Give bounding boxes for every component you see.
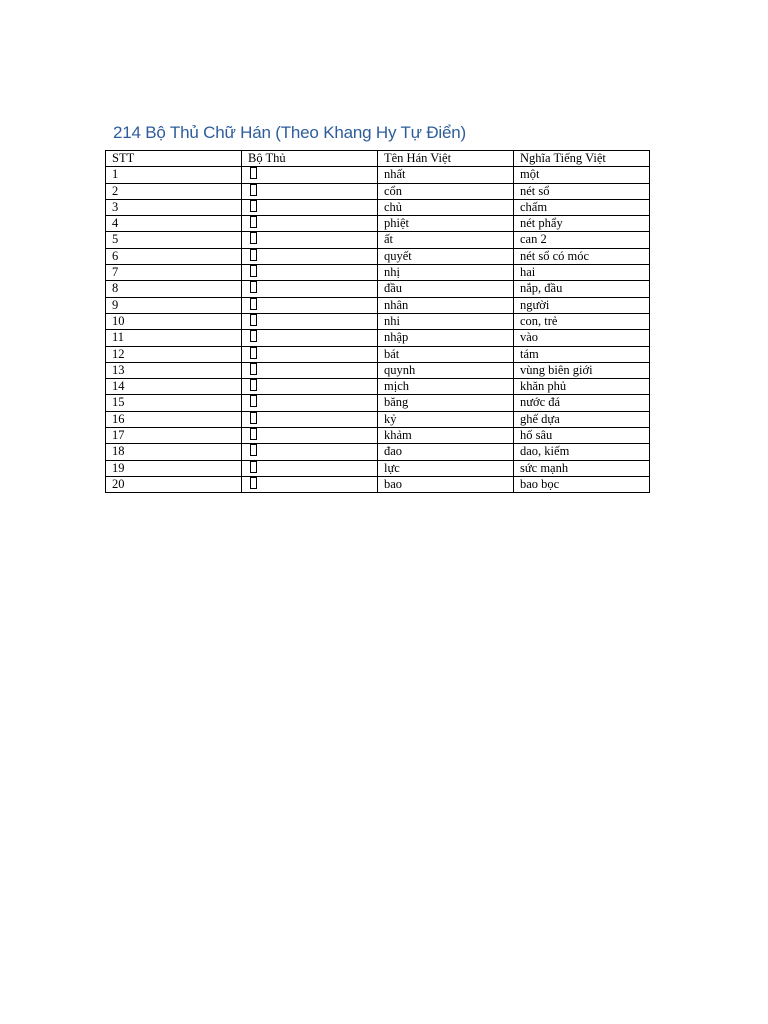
document-title: 214 Bộ Thủ Chữ Hán (Theo Khang Hy Tự Điển)	[113, 123, 466, 142]
radicals-table	[105, 150, 650, 493]
cell-stt: 5	[106, 232, 242, 248]
table-row	[106, 248, 650, 264]
cell-radical	[242, 346, 378, 362]
missing-glyph-icon	[250, 444, 257, 456]
cell-meaning: nước đá	[514, 395, 650, 411]
missing-glyph-icon	[250, 379, 257, 391]
table-row	[106, 330, 650, 346]
missing-glyph-icon	[250, 347, 257, 359]
table-row	[106, 167, 650, 183]
missing-glyph-icon	[250, 249, 257, 261]
cell-radical	[242, 444, 378, 460]
missing-glyph-icon	[250, 428, 257, 440]
cell-radical	[242, 183, 378, 199]
cell-meaning: chấm	[514, 199, 650, 215]
missing-glyph-icon	[250, 232, 257, 244]
cell-han-viet: ất	[378, 232, 514, 248]
cell-han-viet: lực	[378, 460, 514, 476]
cell-han-viet: băng	[378, 395, 514, 411]
table-row	[106, 297, 650, 313]
cell-radical	[242, 216, 378, 232]
cell-stt: 16	[106, 411, 242, 427]
cell-han-viet: phiệt	[378, 216, 514, 232]
cell-han-viet: mịch	[378, 379, 514, 395]
table-row	[106, 199, 650, 215]
cell-radical	[242, 199, 378, 215]
cell-han-viet: chủ	[378, 199, 514, 215]
cell-han-viet: nhất	[378, 167, 514, 183]
missing-glyph-icon	[250, 314, 257, 326]
cell-radical	[242, 330, 378, 346]
missing-glyph-icon	[250, 330, 257, 342]
cell-radical	[242, 313, 378, 329]
table-row	[106, 379, 650, 395]
table-row	[106, 265, 650, 281]
table-row	[106, 362, 650, 378]
cell-meaning: khăn phủ	[514, 379, 650, 395]
missing-glyph-icon	[250, 461, 257, 473]
header-radical: Bộ Thủ	[242, 151, 378, 167]
cell-stt: 11	[106, 330, 242, 346]
cell-radical	[242, 460, 378, 476]
missing-glyph-icon	[250, 200, 257, 212]
cell-han-viet: quyết	[378, 248, 514, 264]
cell-meaning: vào	[514, 330, 650, 346]
cell-stt: 1	[106, 167, 242, 183]
cell-radical	[242, 411, 378, 427]
missing-glyph-icon	[250, 281, 257, 293]
cell-han-viet: khảm	[378, 428, 514, 444]
header-han-viet: Tên Hán Việt	[378, 151, 514, 167]
cell-meaning: một	[514, 167, 650, 183]
cell-radical	[242, 281, 378, 297]
table-row	[106, 281, 650, 297]
table-header-row	[106, 151, 650, 167]
cell-radical	[242, 379, 378, 395]
cell-radical	[242, 232, 378, 248]
cell-han-viet: đao	[378, 444, 514, 460]
table-row	[106, 395, 650, 411]
cell-radical	[242, 297, 378, 313]
cell-han-viet: bát	[378, 346, 514, 362]
cell-stt: 17	[106, 428, 242, 444]
cell-stt: 8	[106, 281, 242, 297]
missing-glyph-icon	[250, 298, 257, 310]
table-row	[106, 216, 650, 232]
cell-meaning: vùng biên giới	[514, 362, 650, 378]
cell-meaning: nắp, đầu	[514, 281, 650, 297]
table-body	[106, 167, 650, 493]
cell-stt: 18	[106, 444, 242, 460]
cell-stt: 19	[106, 460, 242, 476]
cell-meaning: tám	[514, 346, 650, 362]
cell-han-viet: nhập	[378, 330, 514, 346]
cell-radical	[242, 395, 378, 411]
cell-stt: 12	[106, 346, 242, 362]
cell-stt: 10	[106, 313, 242, 329]
cell-stt: 14	[106, 379, 242, 395]
cell-radical	[242, 428, 378, 444]
cell-stt: 9	[106, 297, 242, 313]
cell-meaning: người	[514, 297, 650, 313]
cell-stt: 20	[106, 476, 242, 492]
missing-glyph-icon	[250, 216, 257, 228]
cell-stt: 13	[106, 362, 242, 378]
table-row	[106, 460, 650, 476]
cell-han-viet: kỷ	[378, 411, 514, 427]
cell-meaning: hai	[514, 265, 650, 281]
cell-meaning: nét phẩy	[514, 216, 650, 232]
cell-meaning: nét sổ	[514, 183, 650, 199]
table-row	[106, 411, 650, 427]
cell-radical	[242, 265, 378, 281]
cell-han-viet: cổn	[378, 183, 514, 199]
cell-han-viet: bao	[378, 476, 514, 492]
missing-glyph-icon	[250, 167, 257, 179]
table-row	[106, 476, 650, 492]
table-row	[106, 313, 650, 329]
cell-stt: 2	[106, 183, 242, 199]
table-row	[106, 444, 650, 460]
cell-meaning: dao, kiếm	[514, 444, 650, 460]
cell-radical	[242, 362, 378, 378]
cell-han-viet: nhị	[378, 265, 514, 281]
missing-glyph-icon	[250, 265, 257, 277]
cell-radical	[242, 248, 378, 264]
header-meaning: Nghĩa Tiếng Việt	[514, 151, 650, 167]
table-row	[106, 428, 650, 444]
table-row	[106, 183, 650, 199]
cell-meaning: nét sổ có móc	[514, 248, 650, 264]
cell-meaning: sức mạnh	[514, 460, 650, 476]
cell-han-viet: quynh	[378, 362, 514, 378]
missing-glyph-icon	[250, 184, 257, 196]
cell-han-viet: đầu	[378, 281, 514, 297]
cell-stt: 3	[106, 199, 242, 215]
cell-stt: 4	[106, 216, 242, 232]
cell-meaning: bao bọc	[514, 476, 650, 492]
cell-han-viet: nhân	[378, 297, 514, 313]
cell-han-viet: nhi	[378, 313, 514, 329]
cell-meaning: hố sâu	[514, 428, 650, 444]
cell-radical	[242, 167, 378, 183]
table-row	[106, 346, 650, 362]
cell-meaning: con, trẻ	[514, 313, 650, 329]
cell-stt: 15	[106, 395, 242, 411]
table-row	[106, 232, 650, 248]
missing-glyph-icon	[250, 395, 257, 407]
cell-stt: 6	[106, 248, 242, 264]
missing-glyph-icon	[250, 412, 257, 424]
cell-radical	[242, 476, 378, 492]
header-stt: STT	[106, 151, 242, 167]
cell-meaning: ghế dựa	[514, 411, 650, 427]
cell-meaning: can 2	[514, 232, 650, 248]
missing-glyph-icon	[250, 363, 257, 375]
cell-stt: 7	[106, 265, 242, 281]
missing-glyph-icon	[250, 477, 257, 489]
